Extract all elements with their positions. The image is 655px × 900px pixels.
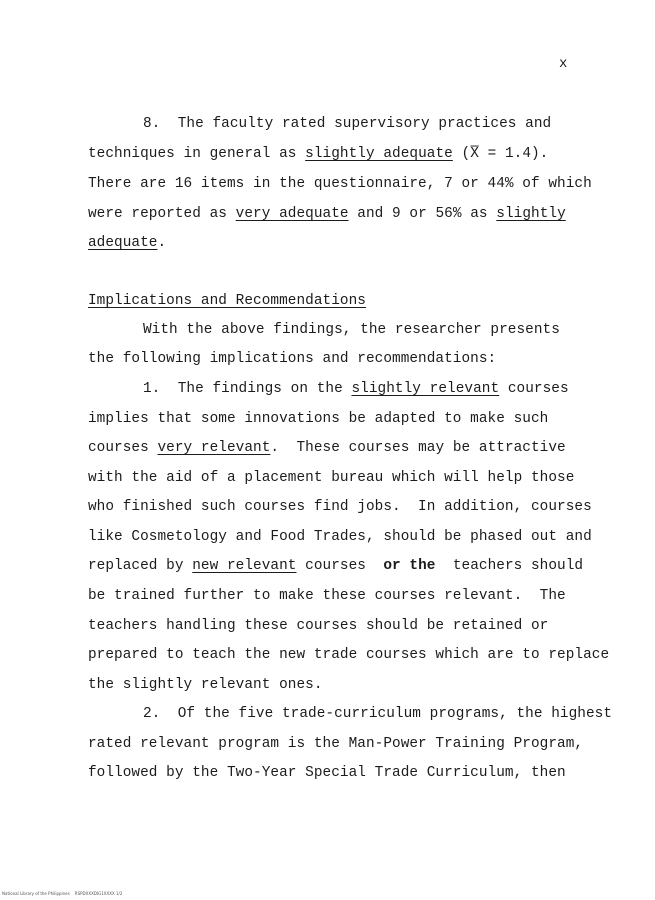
underlined-term: slightly	[496, 206, 566, 222]
item-1-line-11: the slightly relevant ones.	[88, 677, 323, 693]
intro-line-2: the following implications and recommendations:	[88, 351, 497, 367]
item-1-line-4: with the aid of a placement bureau which will help those	[88, 470, 575, 486]
text-span: courses	[88, 440, 158, 456]
underlined-term: slightly adequate	[305, 146, 453, 162]
text-span: were reported as	[88, 206, 236, 222]
finding-8-line-3: There are 16 items in the questionnaire, 7 or 44% of which	[88, 176, 592, 192]
item-2-line-2: rated relevant program is the Man-Power Training Program,	[88, 736, 584, 752]
finding-8-line-5	[88, 234, 166, 252]
bold-term: or the	[383, 558, 436, 574]
text-span: courses	[296, 558, 384, 574]
finding-8-line-4	[88, 205, 566, 223]
text-span: . These courses may be attractive	[270, 440, 566, 456]
underlined-term: very adequate	[235, 206, 349, 222]
text-span: and 9 or 56% as	[348, 206, 497, 222]
finding-8-line-2	[88, 145, 548, 163]
page-number: x	[559, 56, 568, 72]
item-1-line-10: prepared to teach the new trade courses which are to replace	[88, 647, 610, 663]
item-1-line-6: like Cosmetology and Food Trades, should be phased out and	[88, 529, 592, 545]
item-1-line-9: teachers handling these courses should be retained or	[88, 618, 549, 634]
text-span: (X̅ = 1.4).	[452, 146, 549, 162]
item-1-line-1	[143, 380, 569, 398]
item-1-line-8: be trained further to make these courses relevant. The	[88, 588, 566, 604]
underlined-term: very relevant	[157, 440, 271, 456]
text-span: replaced by	[88, 558, 193, 574]
item-1-line-3	[88, 439, 566, 457]
item-1-line-2: implies that some innovations be adapted to make such	[88, 411, 549, 427]
finding-8-line-1: 8. The faculty rated supervisory practices and	[143, 116, 552, 132]
item-1-line-5: who finished such courses find jobs. In addition, courses	[88, 499, 592, 515]
text-span: techniques in general as	[88, 146, 306, 162]
item-2-line-1: 2. Of the five trade-curriculum programs, the highest	[143, 706, 613, 722]
footer-stamp: National Library of the Philippines RSPDXXXDIG1XXXX 1/2	[2, 891, 123, 896]
text-span: courses	[499, 381, 569, 397]
underlined-term: adequate	[88, 235, 158, 251]
text-span: 1. The findings on the	[143, 381, 352, 397]
text-span: .	[157, 235, 167, 251]
intro-line-1: With the above findings, the researcher presents	[143, 322, 560, 338]
text-span: teachers should	[435, 558, 584, 574]
underlined-term: slightly relevant	[351, 381, 500, 397]
item-1-line-7	[88, 557, 583, 575]
underlined-term: new relevant	[192, 558, 297, 574]
section-heading: Implications and Recommendations	[88, 293, 366, 309]
item-2-line-3: followed by the Two-Year Special Trade Curriculum, then	[88, 765, 566, 781]
